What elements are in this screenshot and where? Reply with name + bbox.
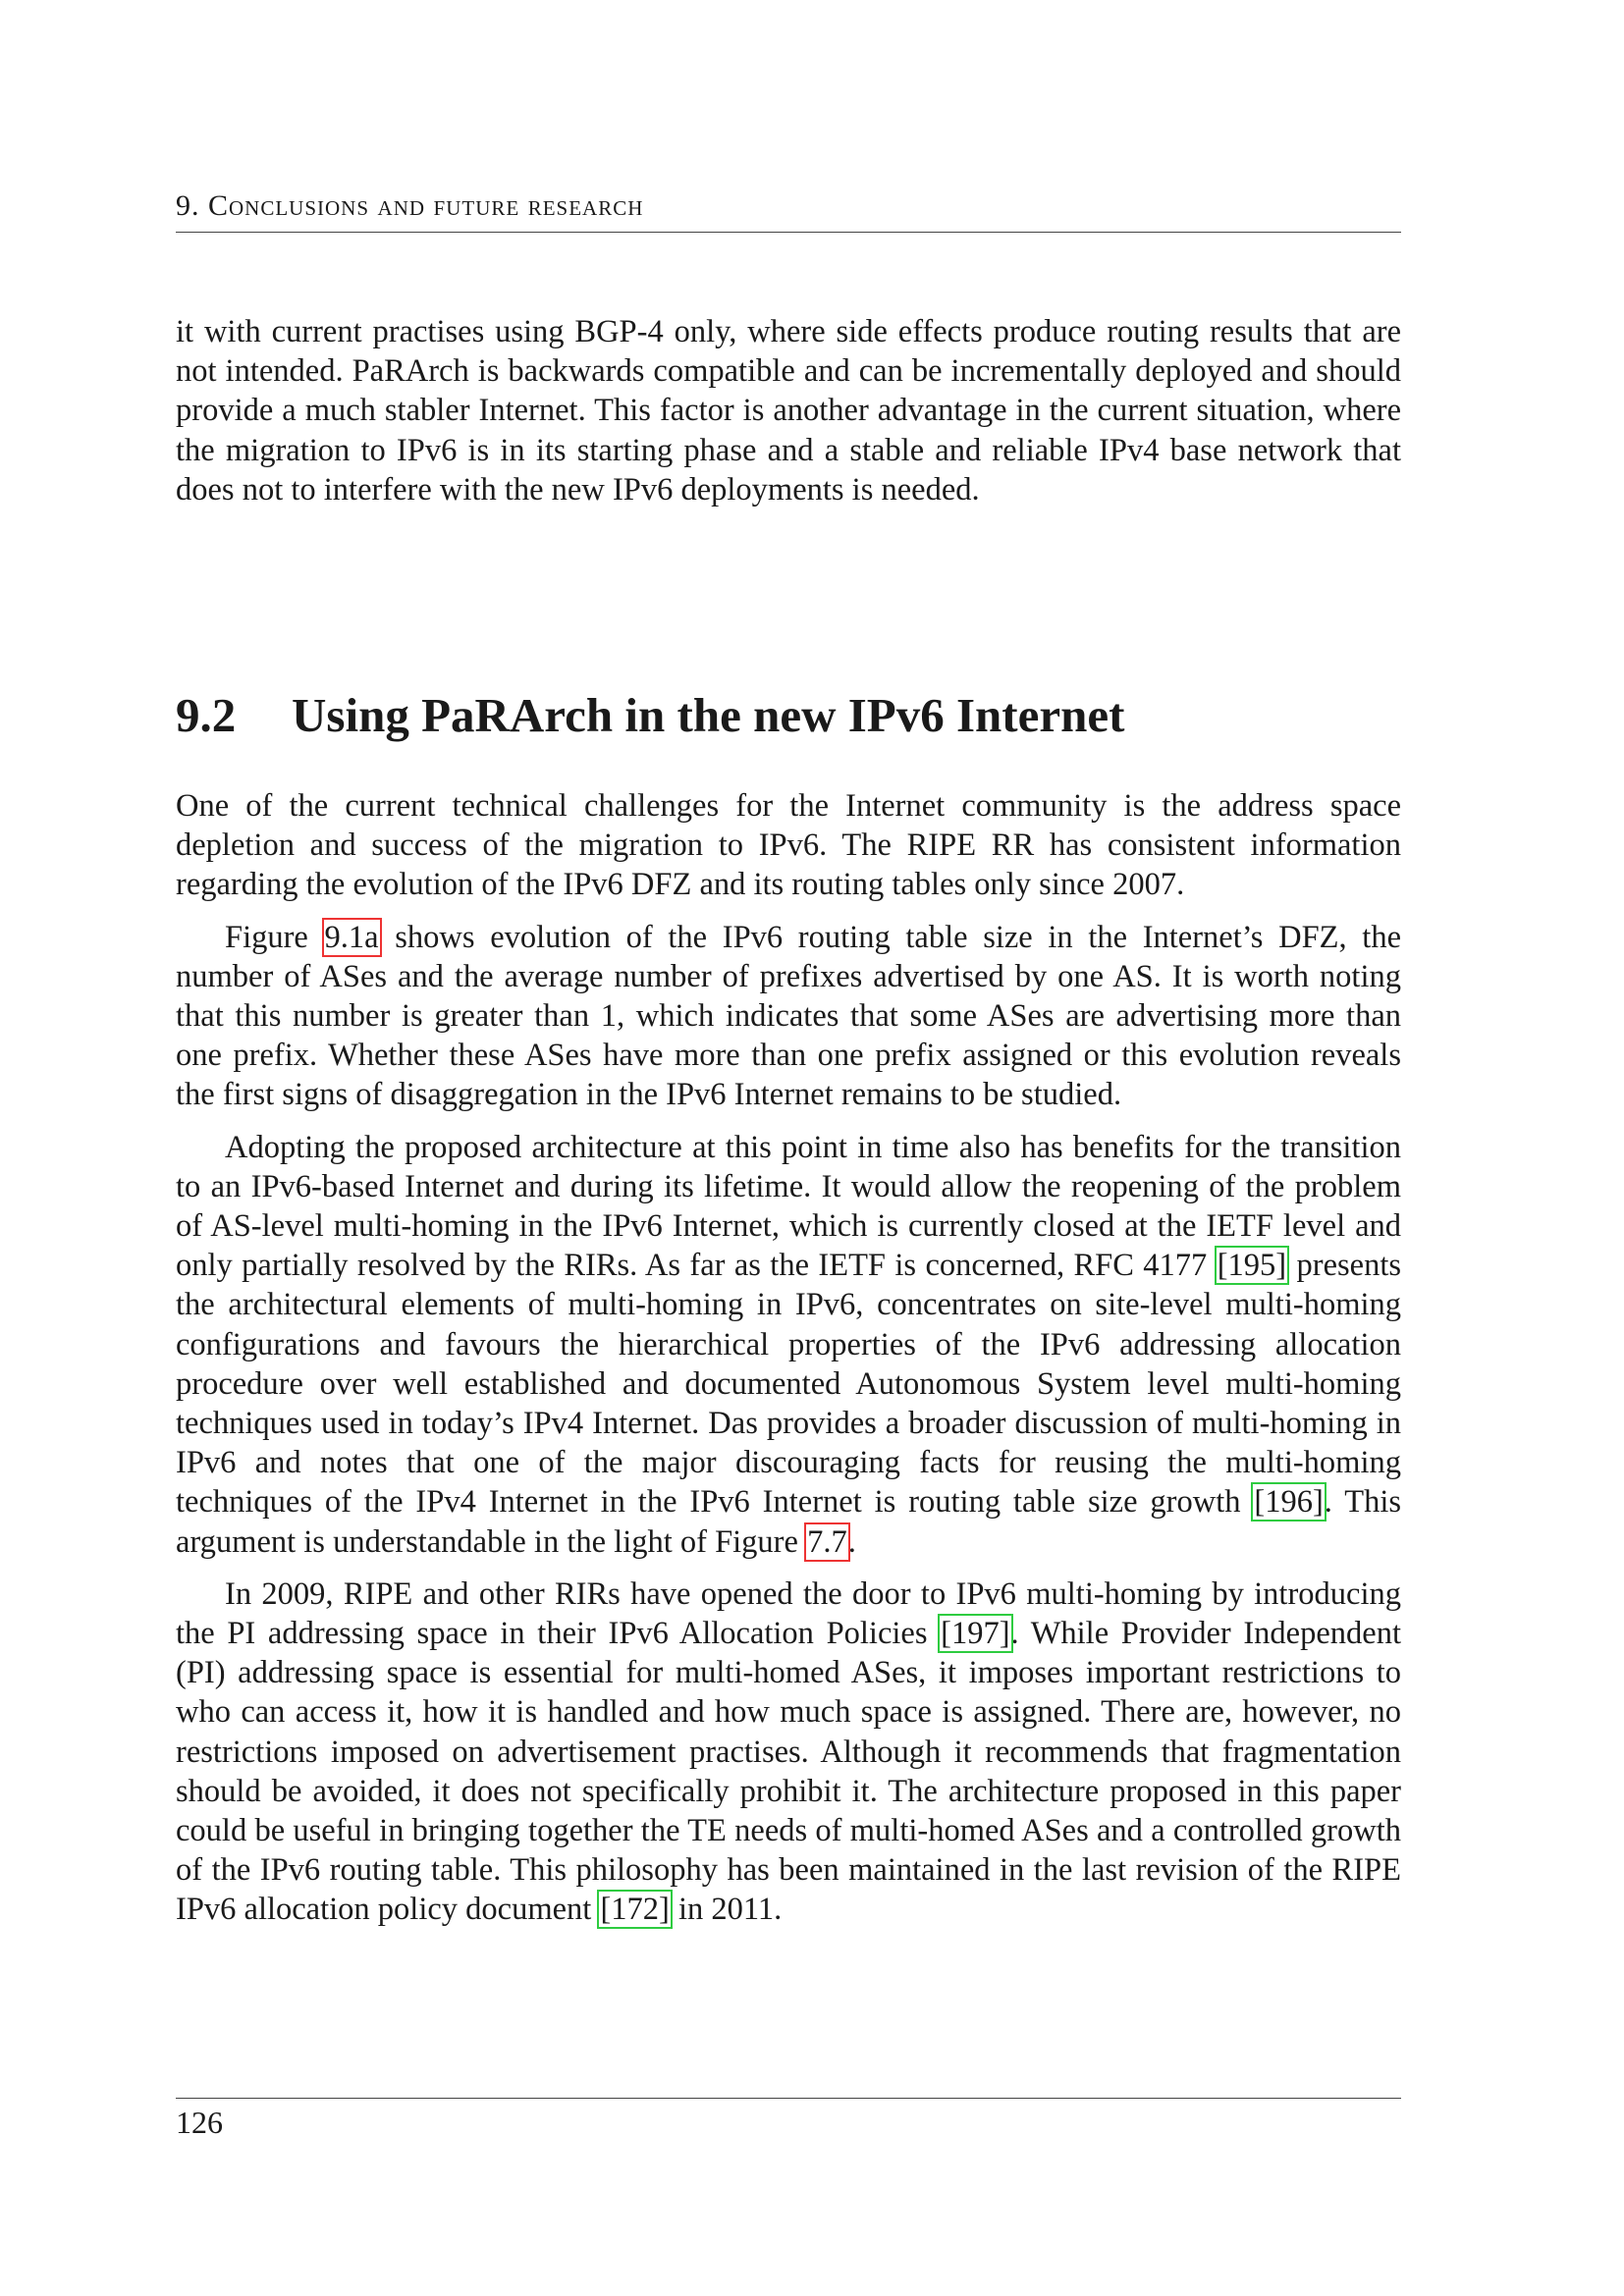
paragraph-2 [176,918,1401,1115]
section-title: Using PaRArch in the new IPv6 Internet [292,688,1125,742]
citation-link[interactable]: [197] [941,1616,1010,1652]
section-number: 9.2 [176,688,237,742]
text-run: presents the architectural elements of multi-homing in IPv6, concentrates on site-level multi-homing configurations and favours the hierarchical properties of the IPv6 addressing allocation procedure over well established and documented Autonomous System level multi-homing techniques used in today’s IPv4 Internet. Das provides a broader discussion of multi-homing in IPv6 and notes that one of the major discouraging facts for reusing the multi-homing techniques of the IPv4 Internet in the IPv6 Internet is routing table size growth [176,1248,1401,1521]
text-run: . While Provider Independent (PI) addressing space is essential for multi-homed ASes, it imposes important restrictions to who can access it, how it is handled and how much space is assigned. There are, however, no restrictions imposed on advertisement practises. Although it recommends that fragmentation should be avoided, it does not specifically prohibit it. The architecture proposed in this paper could be useful in bringing together the TE needs of multi-homed ASes and a controlled growth of the IPv6 routing table. This philosophy has been maintained in the last revision of the RIPE IPv6 allocation policy document [176,1616,1401,1928]
paragraph-1: One of the current technical challenges for the Internet community is the address space depletion and success of the migration to IPv6. The RIPE RR has consistent information regarding the evolution of the IPv6 DFZ and its routing tables only since 2007. [176,788,1401,903]
figure-reference-link[interactable]: 7.7 [807,1523,847,1560]
text-run: Figure [225,919,324,955]
text-run: shows evolution of the IPv6 routing table size in the Internet’s DFZ, the number of ASes and the average number of prefixes advertised by one AS. It is worth noting that this number is greater than 1, which indicates that some ASes are advertising more than one prefix. Whether these ASes have more than one prefix assigned or this evolution reveals the first signs of disaggregation in the IPv6 Internet remains to be studied. [176,919,1402,1113]
citation-link[interactable]: [172] [600,1892,670,1928]
intro-paragraph [176,312,1401,509]
paragraph-text: it with current practises using BGP-4 only, where side effects produce routing results that are not intended. PaRArch is backwards compatible and can be incrementally deployed and should provide a much stabler Internet. This factor is another advantage in the current situation, where the migration to IPv6 is in its starting phase and a stable and reliable IPv4 base network that does not to interfere with the new IPv6 deployments is needed. [176,314,1401,507]
text-run: In 2009, RIPE and other RIRs have opened the door to IPv6 multi-homing by introducing the PI addressing space in their IPv6 Allocation Policies [176,1575,1401,1652]
header-rule [176,232,1401,233]
text-run: Adopting the proposed architecture at this point in time also has benefits for the transition to an IPv6-based Internet and during its lifetime. It would allow the reopening of the problem of AS-level multi-homing in the IPv6 Internet, which is currently closed at the IETF level and only partially resolved by the RIRs. As far as the IETF is concerned, RFC 4177 [176,1129,1401,1284]
paragraph-4 [176,1575,1401,1930]
paragraph-3 [176,1128,1401,1562]
section-heading [176,687,1124,743]
text-run: . [847,1523,856,1560]
section-body [176,786,1401,1930]
running-header: 9. Conclusions and future research [176,189,644,222]
footer-rule [176,2098,1401,2099]
text-run: . This argument is understandable in the light of Figure [176,1484,1402,1560]
figure-reference-link[interactable]: 9.1a [324,919,379,955]
page-number: 126 [176,2105,223,2140]
citation-link[interactable]: [195] [1217,1248,1287,1284]
text-run: in 2011. [670,1892,783,1928]
citation-link[interactable]: [196] [1254,1484,1324,1521]
